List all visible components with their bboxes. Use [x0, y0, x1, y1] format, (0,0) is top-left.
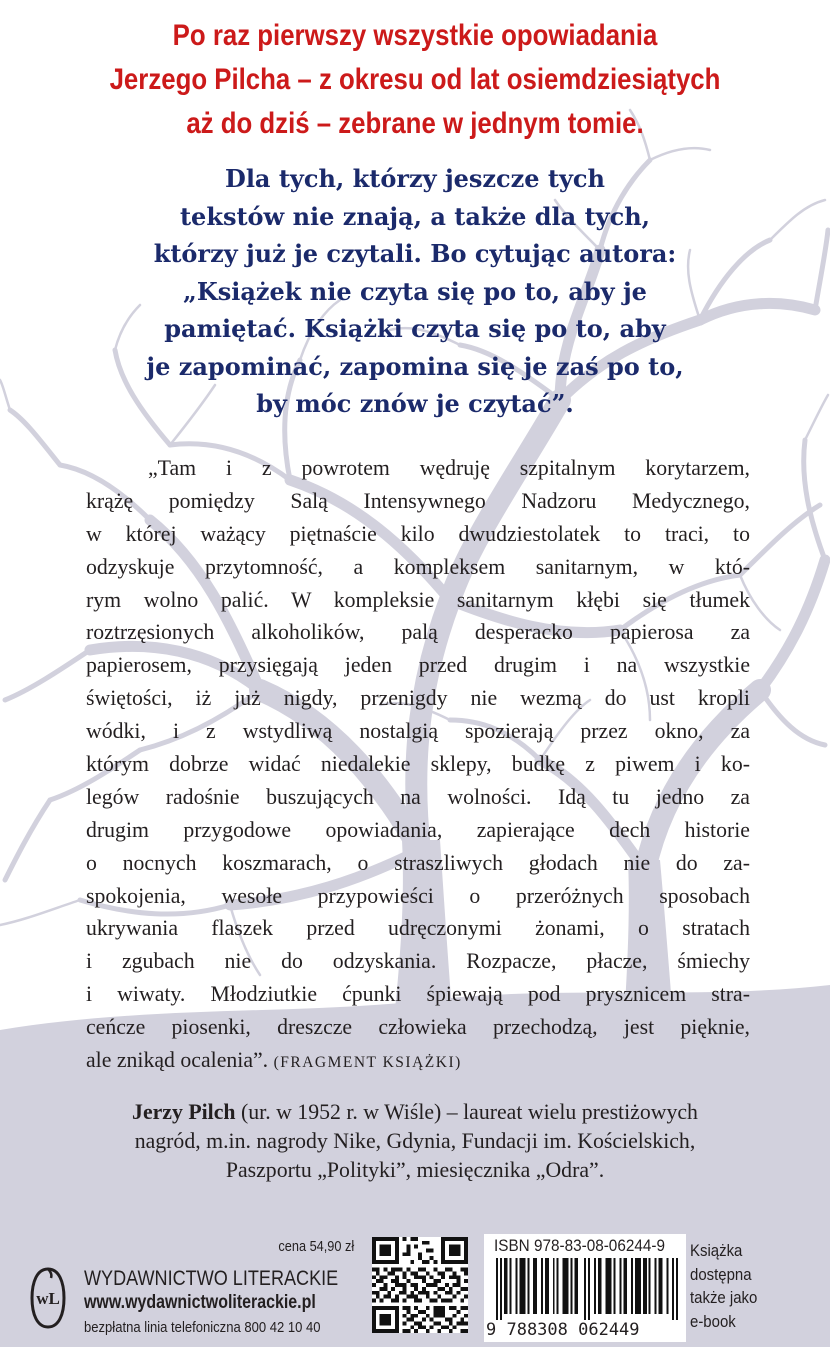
excerpt-line: i zgubach nie do odzyskania. Rozpacze, płacze, śmiechy — [86, 949, 750, 974]
excerpt-line: wódki, i z wstydliwą nostalgią spozierają przez okno, za — [86, 719, 750, 744]
quote-line: by móc znów je czytać”. — [256, 389, 574, 418]
excerpt-line: drugim przygodowe opowiadania, zapierające dech historie — [86, 817, 750, 842]
excerpt-line: świętości, iż już nigdy, przenigdy nie wezmą do ust kropli — [86, 686, 750, 711]
excerpt-line: papierosem, przysięgają jeden przed drugim i na wszystkie — [86, 653, 750, 678]
cover-footer — [0, 1225, 830, 1347]
publisher-phone: bezpłatna linia telefoniczna 800 42 10 40 — [84, 1319, 321, 1336]
logo-letters: wL — [36, 1289, 60, 1308]
bio-line-3: Paszportu „Polityki”, miesięcznika „Odra”. — [225, 1158, 605, 1182]
barcode-icon — [496, 1258, 682, 1320]
headline-line: Po raz pierwszy wszystkie opowiadania — [172, 19, 658, 52]
quote-line: Dla tych, którzy jeszcze tych — [225, 164, 605, 193]
quote-line: pamiętać. Książki czyta się po to, aby — [164, 314, 666, 343]
excerpt-last-line — [86, 1044, 750, 1077]
ebook-notice — [690, 1239, 760, 1333]
excerpt-line: rym wolno palić. W kompleksie sanitarnym kłębi się tłumek — [86, 587, 750, 612]
headline-line: Jerzego Pilcha – z okresu od lat osiemdziesiątych — [109, 63, 721, 96]
excerpt-line: którym dobrze widać niedalekie sklepy, budkę z piwem i ko- — [86, 752, 750, 777]
qr-code-icon[interactable] — [372, 1237, 468, 1333]
excerpt-line: spokojenia, wesołe przypowieści o przeróżnych sposobach — [86, 883, 750, 908]
publisher-url[interactable]: www.wydawnictwoliterackie.pl — [84, 1292, 316, 1313]
excerpt-line: ukrywania flaszek przed udręczonymi żonami, o stratach — [86, 916, 750, 941]
excerpt-line: legów radośnie buszujących na wolności. Idą tu jedno za — [86, 784, 750, 809]
price-label: cena 54,90 zł — [278, 1238, 354, 1255]
isbn-barcode — [484, 1234, 686, 1342]
excerpt-ending: ale znikąd ocalenia”. — [86, 1048, 269, 1073]
quote-line: tekstów nie znają, a także dla tych, — [179, 201, 651, 231]
ean-digits: 9 788308 062449 — [486, 1320, 640, 1340]
author-quote — [0, 160, 830, 423]
bio-line-1 — [0, 1098, 830, 1127]
ebook-line: także jako — [690, 1288, 758, 1307]
bio-text: (ur. w 1952 r. w Wiśle) – laureat wielu prestiżowych — [235, 1100, 698, 1124]
quote-line: którzy już je czytali. Bo cytując autora: — [153, 239, 677, 268]
book-excerpt — [86, 452, 750, 1077]
publisher-name: WYDAWNICTWO LITERACKIE — [84, 1267, 339, 1290]
excerpt-line: w której ważący piętnaście kilo dwudziestolatek to traci, to — [86, 521, 750, 546]
author-name: Jerzy Pilch — [132, 1100, 236, 1124]
excerpt-line: odzyskuje przytomność, a kompleksem sanitarnym, w któ- — [86, 554, 750, 579]
author-bio — [0, 1098, 830, 1185]
ebook-line: dostępna — [690, 1264, 752, 1284]
quote-line: je zapominać, zapomina się je zaś po to, — [146, 351, 684, 381]
isbn-number: ISBN 978-83-08-06244-9 — [494, 1236, 665, 1255]
ebook-line: Książka — [690, 1241, 743, 1260]
excerpt-line: o nocnych koszmarach, o straszliwych głodach nie do za- — [86, 850, 750, 875]
excerpt-line: krążę pomiędzy Salą Intensywnego Nadzoru Medycznego, — [86, 488, 750, 513]
headline-line: aż do dziś – zebrane w jednym tomie. — [186, 107, 644, 140]
headline — [58, 14, 772, 146]
excerpt-line: „Tam i z powrotem wędruję szpitalnym korytarzem, — [148, 456, 750, 480]
ebook-line: e-book — [690, 1311, 736, 1331]
excerpt-line: roztrzęsionych alkoholików, palą desperacko papierosa za — [86, 620, 750, 645]
quote-line: „Książek nie czyta się po to, aby je — [183, 276, 647, 306]
fragment-label: (FRAGMENT KSIĄŻKI) — [273, 1054, 462, 1072]
wl-logo-icon — [28, 1266, 68, 1330]
excerpt-line: ceńcze piosenki, dreszcze człowieka przechodzą, jest pięknie, — [86, 1015, 750, 1040]
excerpt-line: i wiwaty. Młodziutkie ćpunki śpiewają pod prysznicem stra- — [86, 982, 750, 1007]
bio-line-2: nagród, m.in. nagrody Nike, Gdynia, Fundacji im. Kościelskich, — [134, 1129, 696, 1153]
